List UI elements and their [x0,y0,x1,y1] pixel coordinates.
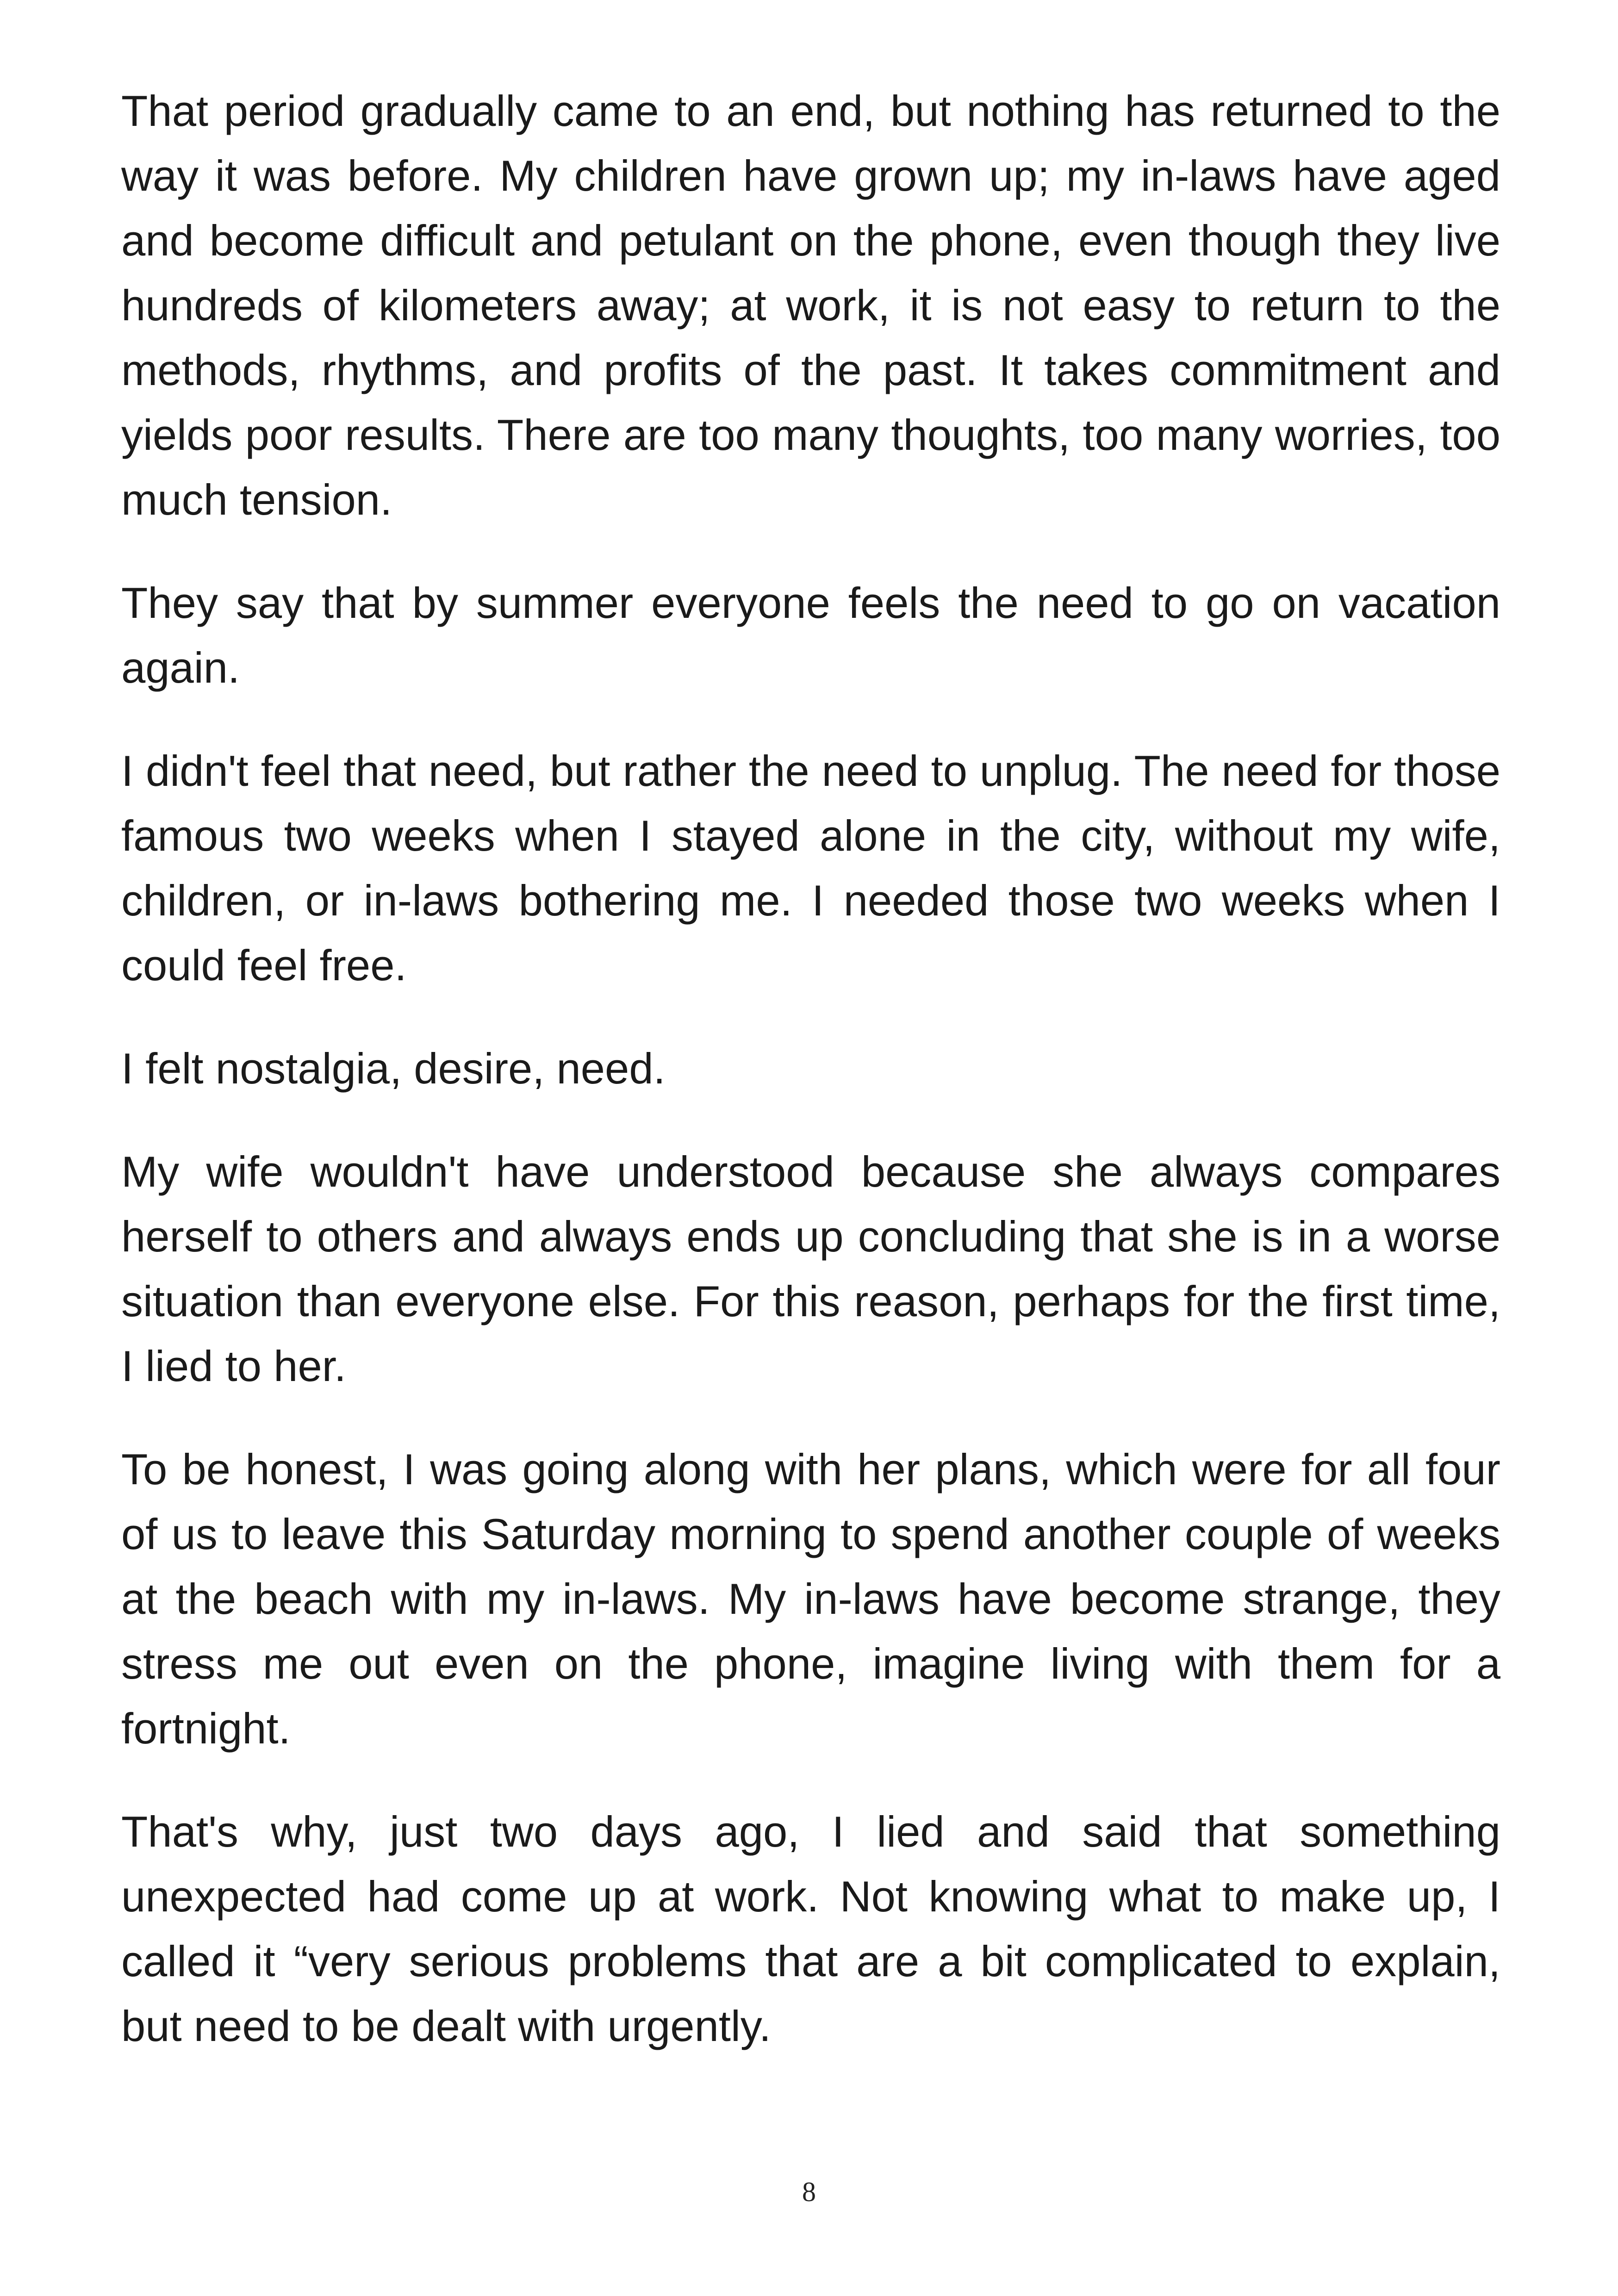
paragraph-3: I didn't feel that need, but rather the need to unplug. The need for those famous two weeks when I stayed alone in the city, without my wife, children, or in-laws bothering me. I needed those two weeks when I could feel free. [121,747,1500,989]
body-text [121,79,1500,2097]
paragraph-7: That's why, just two days ago, I lied and said that something unexpected had come up at work. Not knowing what to make up, I called it “very serious problems that are a bit complicated to explain, but need to be dealt with urgently. [121,1807,1500,2050]
paragraph-1: That period gradually came to an end, but nothing has returned to the way it was before. My children have grown up; my in-laws have aged and become difficult and petulant on the phone, even though they live hundreds of kilometers away; at work, it is not easy to return to the methods, rhythms, and profits of the past. It takes commitment and yields poor results. There are too many thoughts, too many worries, too much tension. [121,87,1500,524]
paragraph-5: My wife wouldn't have understood because she always compares herself to others and always ends up concluding that she is in a worse situation than everyone else. For this reason, perhaps for the first time, I lied to her. [121,1147,1500,1390]
paragraph-6: To be honest, I was going along with her plans, which were for all four of us to leave this Saturday morning to spend another couple of weeks at the beach with my in-laws. My in-laws have become strange, they stress me out even on the phone, imagine living with them for a fortnight. [121,1445,1500,1753]
paragraph-2: They say that by summer everyone feels the need to go on vacation again. [121,579,1500,692]
page-number: 8 [802,2177,816,2207]
paragraph-4: I felt nostalgia, desire, need. [121,1044,666,1093]
